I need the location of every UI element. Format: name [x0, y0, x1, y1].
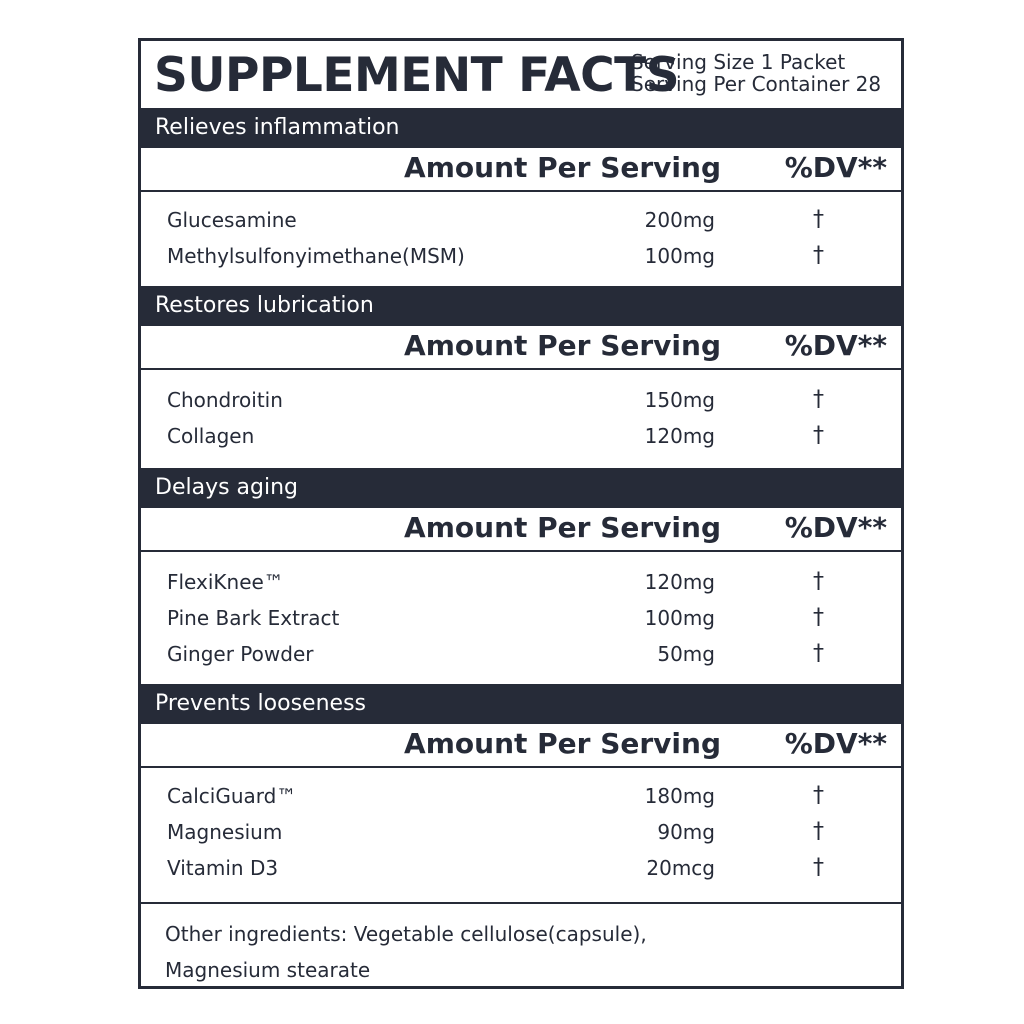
ingredient-amount: 50mg [657, 642, 715, 666]
dv-dagger: † [813, 207, 824, 232]
amount-per-serving-label: Amount Per Serving [404, 511, 721, 544]
ingredient-list [141, 370, 901, 468]
ingredient-row [141, 238, 901, 274]
section-header: Prevents looseness [141, 684, 901, 724]
dv-dagger: † [813, 605, 824, 630]
ingredient-name: FlexiKnee™ [167, 570, 284, 594]
section-header: Relieves inflammation [141, 108, 901, 148]
ingredient-row [141, 564, 901, 600]
dv-dagger: † [813, 819, 824, 844]
ingredient-row [141, 636, 901, 672]
ingredient-row [141, 418, 901, 454]
ingredient-amount: 180mg [644, 784, 715, 808]
ingredient-row [141, 778, 901, 814]
ingredient-row [141, 600, 901, 636]
ingredient-amount: 100mg [644, 244, 715, 268]
dv-dagger: † [813, 243, 824, 268]
ingredient-name: CalciGuard™ [167, 784, 297, 808]
dv-label: %DV** [784, 151, 887, 184]
facts-title: SUPPLEMENT FACTS [154, 48, 680, 103]
other-ingredients-line-2: Magnesium stearate [165, 958, 371, 982]
ingredient-row [141, 850, 901, 886]
section-header: Restores lubrication [141, 286, 901, 326]
ingredient-amount: 120mg [644, 570, 715, 594]
amount-header-row [141, 326, 901, 370]
ingredient-amount: 20mcg [646, 856, 715, 880]
ingredient-row [141, 382, 901, 418]
ingredient-name: Magnesium [167, 820, 283, 844]
ingredient-list [141, 768, 901, 902]
facts-header [141, 41, 901, 108]
dv-dagger: † [813, 387, 824, 412]
amount-per-serving-label: Amount Per Serving [404, 151, 721, 184]
amount-header-row [141, 724, 901, 768]
ingredient-name: Vitamin D3 [167, 856, 279, 880]
serving-size: Serving Size 1 Packet [631, 50, 846, 74]
serving-info [631, 51, 881, 95]
dv-dagger: † [813, 855, 824, 880]
ingredient-amount: 100mg [644, 606, 715, 630]
ingredient-list [141, 192, 901, 286]
ingredient-amount: 200mg [644, 208, 715, 232]
ingredient-name: Collagen [167, 424, 255, 448]
other-ingredients [141, 902, 901, 988]
section-header: Delays aging [141, 468, 901, 508]
ingredient-amount: 90mg [657, 820, 715, 844]
ingredient-name: Methylsulfonyimethane(MSM) [167, 244, 465, 268]
ingredient-name: Ginger Powder [167, 642, 314, 666]
amount-per-serving-label: Amount Per Serving [404, 329, 721, 362]
amount-header-row [141, 148, 901, 192]
dv-dagger: † [813, 783, 824, 808]
servings-per-container: Serving Per Container 28 [631, 72, 882, 96]
ingredient-amount: 150mg [644, 388, 715, 412]
dv-dagger: † [813, 423, 824, 448]
ingredient-row [141, 814, 901, 850]
dv-dagger: † [813, 569, 824, 594]
dv-dagger: † [813, 641, 824, 666]
dv-label: %DV** [784, 727, 887, 760]
ingredient-name: Chondroitin [167, 388, 283, 412]
ingredient-amount: 120mg [644, 424, 715, 448]
ingredient-row [141, 202, 901, 238]
ingredient-name: Pine Bark Extract [167, 606, 340, 630]
dv-label: %DV** [784, 511, 887, 544]
supplement-facts-panel [138, 38, 904, 989]
ingredient-list [141, 552, 901, 684]
amount-per-serving-label: Amount Per Serving [404, 727, 721, 760]
amount-header-row [141, 508, 901, 552]
other-ingredients-line-1: Other ingredients: Vegetable cellulose(capsule), [165, 922, 647, 946]
ingredient-name: Glucesamine [167, 208, 297, 232]
dv-label: %DV** [784, 329, 887, 362]
